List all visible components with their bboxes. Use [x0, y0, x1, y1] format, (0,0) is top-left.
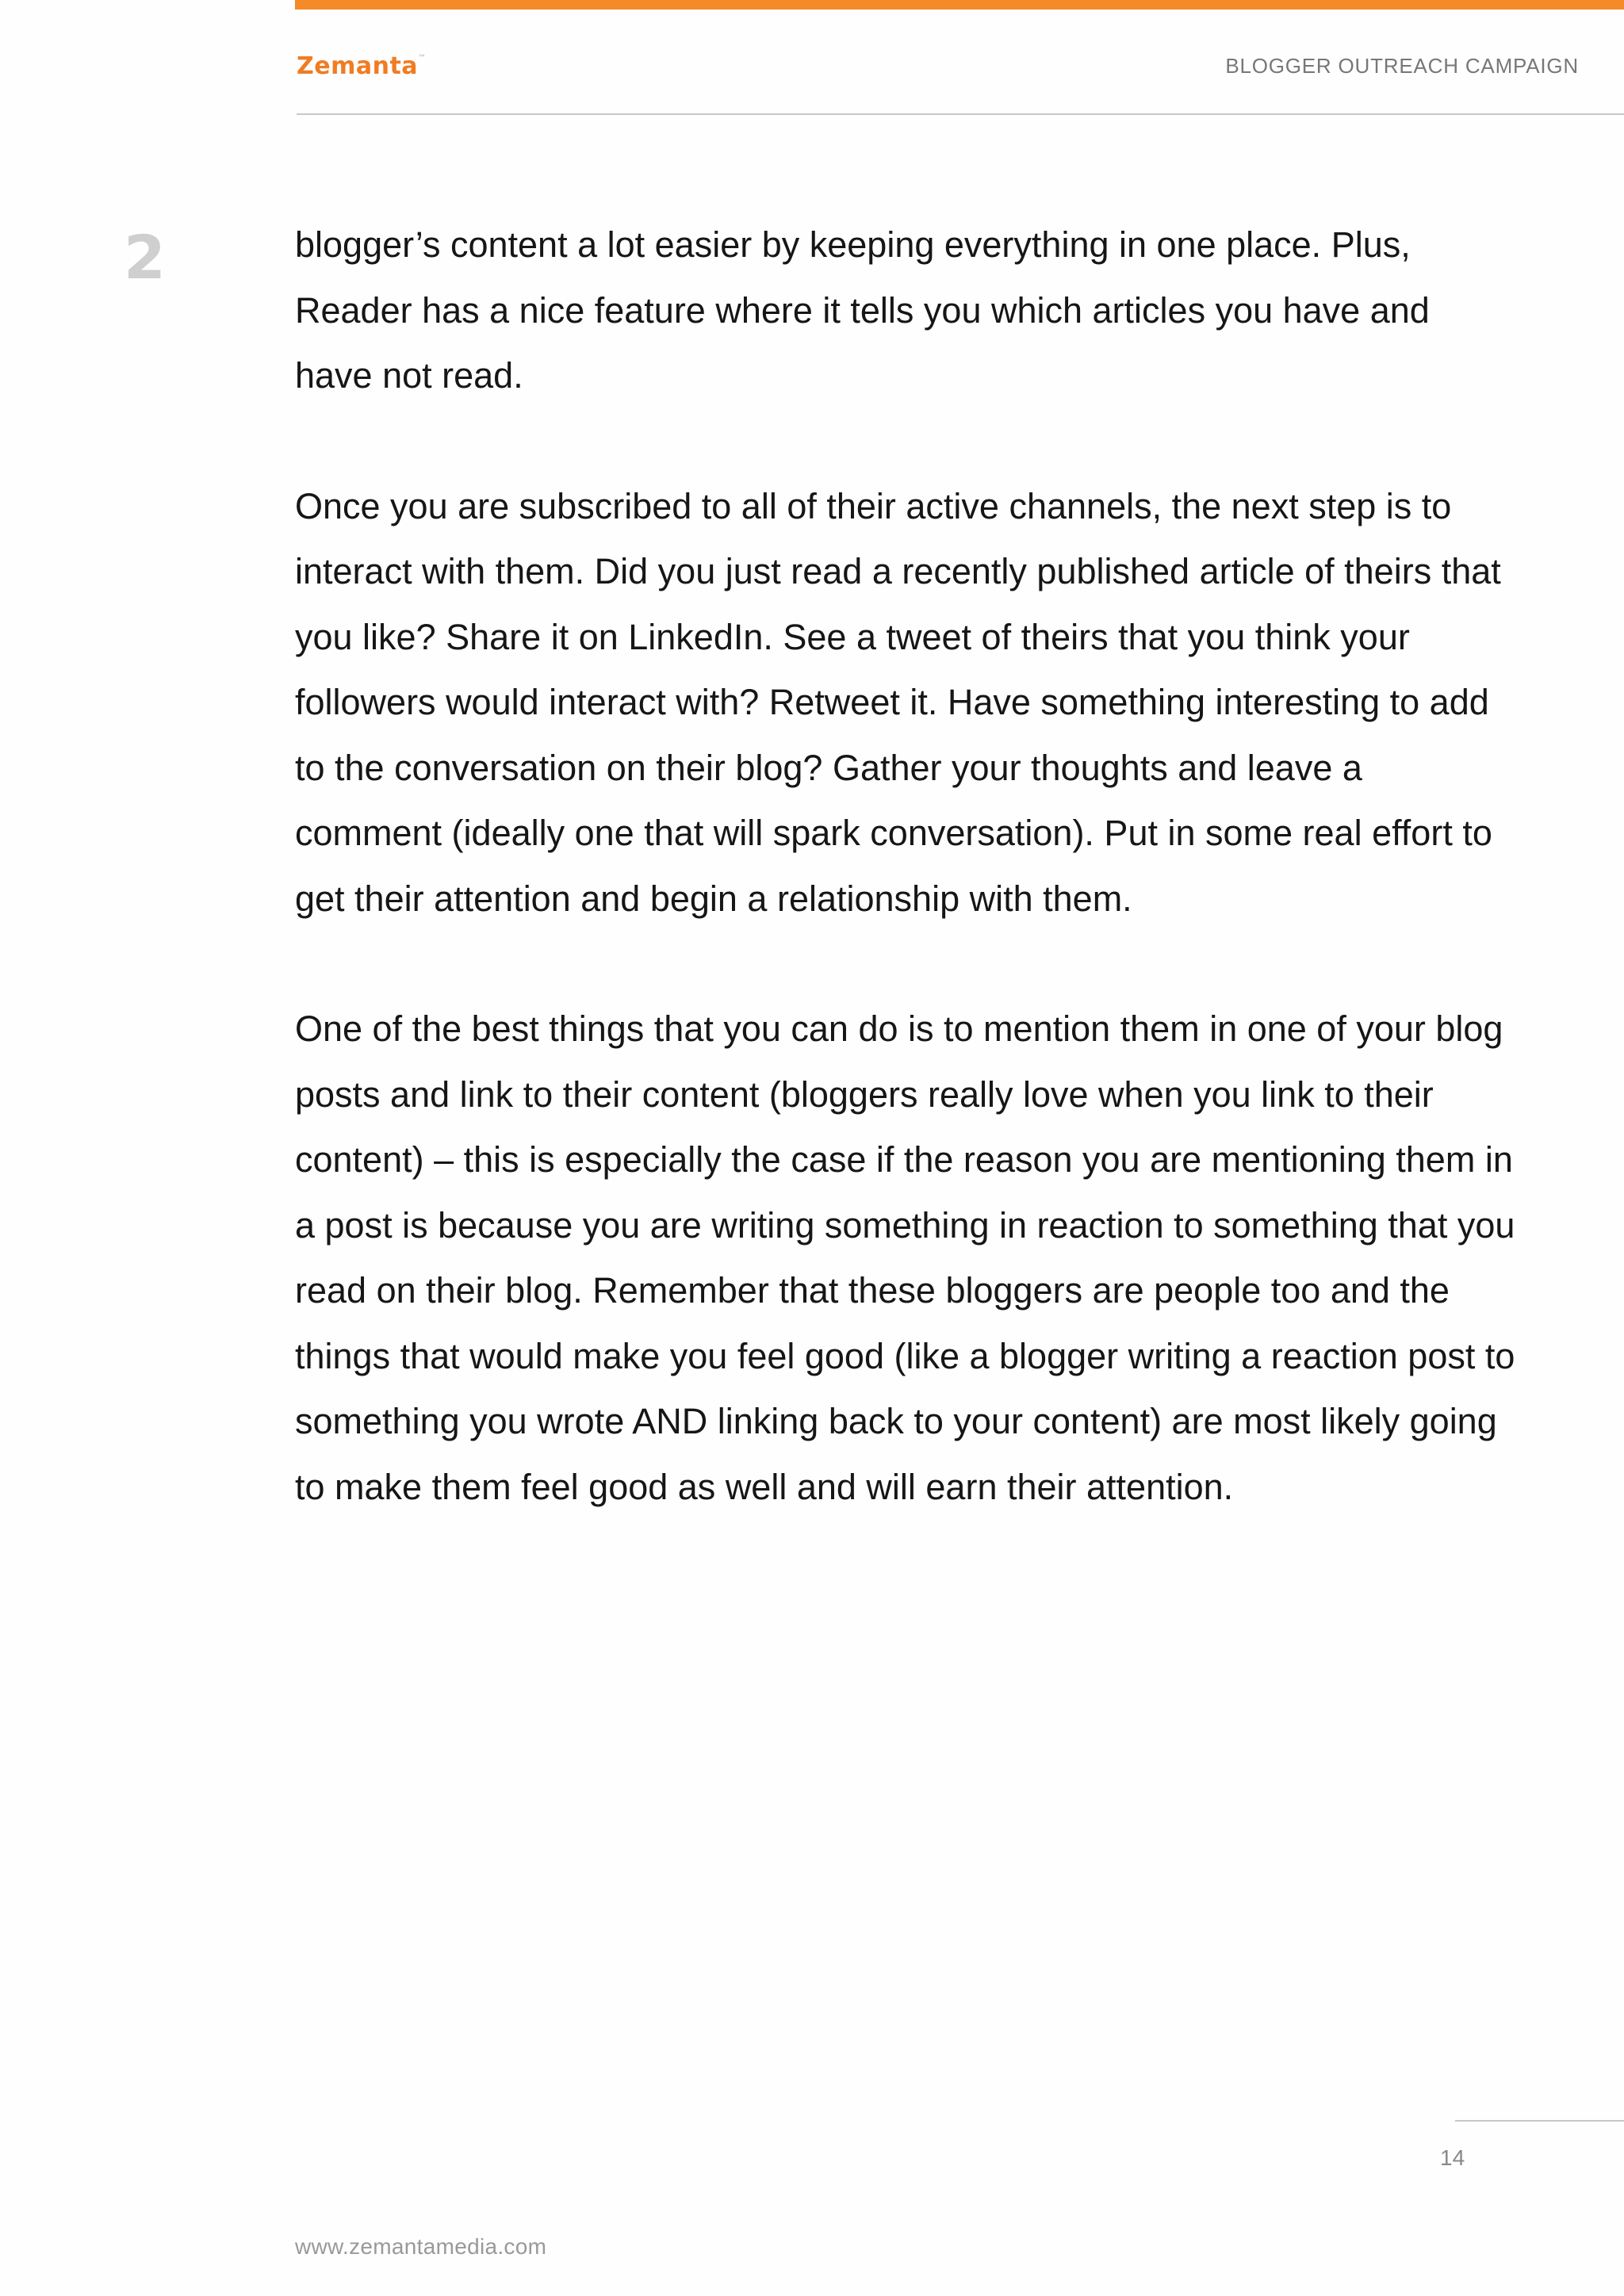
header-divider — [297, 113, 1624, 115]
brand-trademark: ™ — [418, 54, 427, 63]
body-text — [295, 212, 1516, 1585]
page-number: 14 — [1440, 2145, 1465, 2170]
brand-logo — [297, 52, 427, 80]
paragraph: One of the best things that you can do is to mention them in one of your blog posts and link to their content (bloggers really love when you link to their content) – this is especially the case if the reason you are mentioning them in a post is because you are writing something in reaction to something that you read on their blog. Remember that these bloggers are people too and the things that would make you feel good (like a blogger writing a reaction post to something you wrote AND linking back to your content) are most likely going to make them feel good as well and will earn their attention. — [295, 1008, 1515, 1507]
footer-divider — [1455, 2120, 1624, 2122]
footer-url: www.zemantamedia.com — [295, 2234, 547, 2259]
document-title: BLOGGER OUTREACH CAMPAIGN — [1225, 54, 1579, 78]
chapter-number: 2 — [124, 222, 166, 293]
paragraph: blogger’s content a lot easier by keeping everything in one place. Plus, Reader has a nice feature where it tells you which articles you have and have not read. — [295, 224, 1430, 396]
brand-name: Zemanta — [297, 52, 419, 80]
header-accent-bar — [295, 0, 1624, 10]
paragraph: Once you are subscribed to all of their active channels, the next step is to interact with them. Did you just read a recently published article of theirs that you like? Share it on LinkedIn. See a tweet of theirs that you think your followers would interact with? Retweet it. Have something interesting to add to the conversation on their blog? Gather your thoughts and leave a comment (ideally one that will spark conversation). Put in some real effort to get their attention and begin a relationship with them. — [295, 485, 1501, 919]
